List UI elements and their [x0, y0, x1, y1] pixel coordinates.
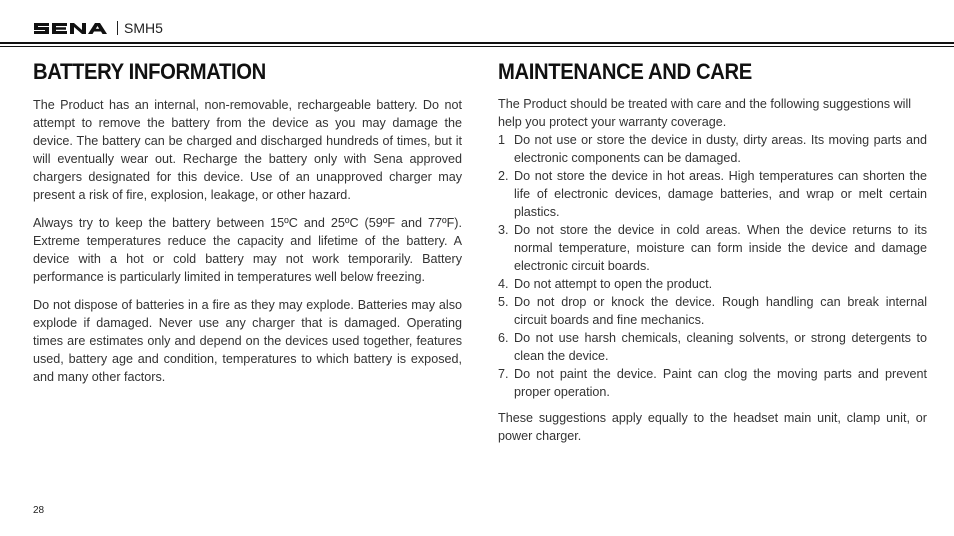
- list-item: [498, 167, 927, 221]
- list-item-text: Do not attempt to open the product.: [514, 277, 713, 291]
- header-rule-thin: [0, 46, 954, 47]
- sena-logo: [33, 19, 109, 37]
- list-item-text: Do not drop or knock the device. Rough handling can break internal circuit boards and fine mechanics.: [514, 295, 927, 327]
- list-item-text: Do not use or store the device in dusty, dirty areas. Its moving parts and electronic components can be damaged.: [514, 133, 927, 165]
- maintenance-heading: MAINTENANCE AND CARE: [498, 59, 752, 84]
- page-header: [0, 0, 954, 50]
- list-item-text: Do not paint the device. Paint can clog the moving parts and prevent proper operation.: [514, 367, 927, 399]
- list-item: [498, 275, 927, 293]
- battery-information-section: [33, 58, 462, 396]
- list-item-text: Do not store the device in hot areas. High temperatures can shorten the life of electronic devices, damage batteries, and wrap or melt certain plastics.: [514, 169, 927, 219]
- maintenance-and-care-section: [498, 58, 927, 445]
- battery-paragraph-2: Always try to keep the battery between 15ºC and 25ºC (59ºF and 77ºF). Extreme temperatures reduce the capacity and lifetime of the battery. A device with a hot or cold battery may not work temporarily. Battery performance is particularly limited in temperatures well below freezing.: [33, 216, 462, 284]
- maintenance-closing: These suggestions apply equally to the headset main unit, clamp unit, or power charger.: [498, 411, 927, 443]
- list-item-number: 5.: [498, 295, 509, 309]
- list-item: [498, 293, 927, 329]
- model-name: SMH5: [124, 20, 163, 36]
- list-item-number: 3.: [498, 223, 509, 237]
- list-item-number: 2.: [498, 169, 509, 183]
- maintenance-list: [498, 131, 927, 401]
- list-item-number: 6.: [498, 331, 509, 345]
- maintenance-intro: The Product should be treated with care and the following suggestions will help you protect your warranty coverage.: [498, 97, 912, 129]
- list-item-text: Do not use harsh chemicals, cleaning solvents, or strong detergents to clean the device.: [514, 331, 927, 363]
- battery-information-heading: BATTERY INFORMATION: [33, 59, 266, 84]
- list-item-text: Do not store the device in cold areas. When the device returns to its normal temperature, moisture can form inside the device and damage electronic circuit boards.: [514, 223, 927, 273]
- list-item-number: 4.: [498, 277, 509, 291]
- list-item-number: 1: [498, 133, 506, 147]
- list-item: [498, 221, 927, 275]
- logo-text: SENA: [33, 19, 36, 20]
- header-divider: [117, 21, 118, 35]
- battery-paragraph-3: Do not dispose of batteries in a fire as they may explode. Batteries may also explode if damaged. Never use any charger that is damaged. Operating times are estimates only and depend on the devices used together, features used, battery age and condition, temperatures to which battery is exposed, and many other factors.: [33, 298, 462, 384]
- battery-paragraph-1: The Product has an internal, non-removable, rechargeable battery. Do not attempt to remove the battery from the device as you may damage the device. The battery can be charged and discharged hundreds of times, but it will eventually wear out. Recharge the battery only with Sena approved chargers designated for this device. Use of an unapproved charger may present a risk of fire, explosion, leakage, or other hazard.: [33, 98, 462, 202]
- header-rule-thick: [0, 42, 954, 44]
- list-item: [498, 131, 927, 167]
- page-number: 28: [33, 505, 45, 516]
- list-item: [498, 329, 927, 365]
- list-item: [498, 365, 927, 401]
- list-item-number: 7.: [498, 367, 509, 381]
